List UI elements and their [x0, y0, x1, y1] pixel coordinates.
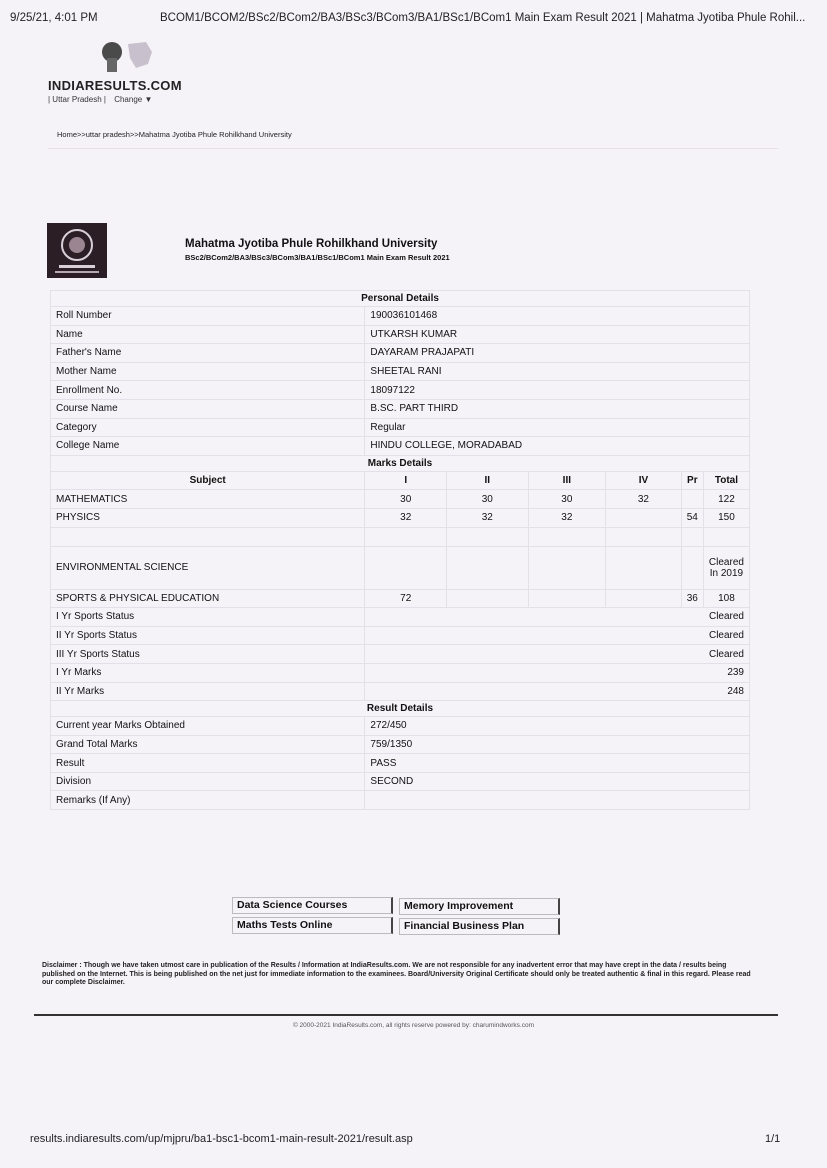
subject-row	[51, 589, 750, 608]
empty-cell	[446, 527, 528, 546]
subject-row	[51, 508, 750, 527]
empty-cell	[528, 527, 606, 546]
personal-value: HINDU COLLEGE, MORADABAD	[365, 437, 750, 456]
table-row	[51, 717, 750, 736]
subject-mark: 30	[365, 490, 447, 509]
section-row	[51, 455, 750, 471]
section-row	[51, 701, 750, 717]
marks-details-heading: Marks Details	[51, 455, 750, 471]
subject-mark: 36	[681, 589, 703, 608]
print-page-title: BCOM1/BCOM2/BSc2/BCom2/BA3/BSc3/BCom3/BA1/BSc1/BCom1 Main Exam Result 2021 | Mahatma Jyotiba Phule Rohil...	[160, 12, 806, 24]
status-value: Cleared	[365, 626, 750, 645]
empty-cell	[365, 527, 447, 546]
column-header: Pr	[681, 471, 703, 490]
subject-mark	[681, 490, 703, 509]
personal-value: UTKARSH KUMAR	[365, 325, 750, 344]
print-datetime: 9/25/21, 4:01 PM	[10, 12, 98, 24]
print-url: results.indiaresults.com/up/mjpru/ba1-bsc1-bcom1-main-result-2021/result.asp	[30, 1133, 413, 1145]
table-row	[51, 325, 750, 344]
subject-mark: 32	[365, 508, 447, 527]
status-label: II Yr Sports Status	[51, 626, 365, 645]
empty-cell	[606, 527, 682, 546]
result-label: Division	[51, 772, 365, 791]
table-row	[51, 362, 750, 381]
subject-name: SPORTS & PHYSICAL EDUCATION	[51, 589, 365, 608]
subject-row	[51, 490, 750, 509]
personal-value: 18097122	[365, 381, 750, 400]
column-header: III	[528, 471, 606, 490]
location-selector	[48, 95, 158, 104]
subject-mark	[446, 546, 528, 589]
personal-value: 190036101468	[365, 307, 750, 326]
personal-label: Enrollment No.	[51, 381, 365, 400]
status-value: Cleared	[365, 645, 750, 664]
table-row	[51, 626, 750, 645]
column-header: Total	[703, 471, 749, 490]
personal-label: Roll Number	[51, 307, 365, 326]
breadcrumb[interactable]: Home>>uttar pradesh>>Mahatma Jyotiba Phule Rohilkhand University	[57, 130, 292, 139]
subject-mark: 54	[681, 508, 703, 527]
table-row	[51, 437, 750, 456]
subject-mark: 72	[365, 589, 447, 608]
table-row	[51, 307, 750, 326]
result-value: PASS	[365, 754, 750, 773]
personal-value: SHEETAL RANI	[365, 362, 750, 381]
personal-label: Father's Name	[51, 344, 365, 363]
column-header: IV	[606, 471, 682, 490]
column-header: Subject	[51, 471, 365, 490]
table-row	[51, 399, 750, 418]
site-logo-text[interactable]: INDIARESULTS.COM	[48, 78, 182, 93]
change-state-link[interactable]: Change ▼	[114, 95, 153, 104]
subject-mark	[528, 589, 606, 608]
result-value: SECOND	[365, 772, 750, 791]
status-label: I Yr Sports Status	[51, 608, 365, 627]
personal-label: Course Name	[51, 399, 365, 418]
empty-cell	[703, 527, 749, 546]
subject-mark	[606, 546, 682, 589]
university-name: Mahatma Jyotiba Phule Rohilkhand University	[185, 238, 438, 250]
print-page-number: 1/1	[765, 1133, 781, 1145]
table-row	[51, 735, 750, 754]
table-row	[51, 791, 750, 810]
ad-maths-link[interactable]: Maths Tests Online	[232, 917, 393, 934]
subject-mark: 122	[703, 490, 749, 509]
status-label: III Yr Sports Status	[51, 645, 365, 664]
copyright: © 2000-2021 IndiaResults.com, all rights reserve powered by: charumindworks.com	[292, 1022, 535, 1029]
personal-label: Category	[51, 418, 365, 437]
table-row	[51, 381, 750, 400]
subject-mark	[365, 546, 447, 589]
result-table	[50, 290, 750, 810]
table-row	[51, 663, 750, 682]
result-label: Grand Total Marks	[51, 735, 365, 754]
column-header: I	[365, 471, 447, 490]
subject-name: ENVIRONMENTAL SCIENCE	[51, 546, 365, 589]
result-label: Result	[51, 754, 365, 773]
subject-mark	[446, 589, 528, 608]
subject-mark	[528, 546, 606, 589]
personal-value: Regular	[365, 418, 750, 437]
status-label: I Yr Marks	[51, 663, 365, 682]
status-value: 239	[365, 663, 750, 682]
marks-header-row	[51, 471, 750, 490]
subject-mark: 108	[703, 589, 749, 608]
result-value	[365, 791, 750, 810]
status-label: II Yr Marks	[51, 682, 365, 701]
empty-cell	[681, 527, 703, 546]
empty-row	[51, 527, 750, 546]
result-label: Current year Marks Obtained	[51, 717, 365, 736]
table-row	[51, 418, 750, 437]
personal-label: College Name	[51, 437, 365, 456]
university-logo-icon	[47, 223, 107, 278]
result-details-heading: Result Details	[51, 701, 750, 717]
result-label: Remarks (If Any)	[51, 791, 365, 810]
empty-cell	[51, 527, 365, 546]
subject-mark: 32	[446, 508, 528, 527]
column-header: II	[446, 471, 528, 490]
status-value: Cleared	[365, 608, 750, 627]
personal-label: Name	[51, 325, 365, 344]
subject-name: PHYSICS	[51, 508, 365, 527]
personal-label: Mother Name	[51, 362, 365, 381]
subject-mark: Cleared In 2019	[703, 546, 749, 589]
table-row	[51, 772, 750, 791]
table-row	[51, 344, 750, 363]
section-row	[51, 291, 750, 307]
header-divider	[48, 148, 778, 149]
ad-data-science-link[interactable]: Data Science Courses	[232, 897, 393, 914]
subject-name: MATHEMATICS	[51, 490, 365, 509]
subject-mark	[606, 589, 682, 608]
personal-value: DAYARAM PRAJAPATI	[365, 344, 750, 363]
table-row	[51, 608, 750, 627]
table-row	[51, 645, 750, 664]
personal-value: B.SC. PART THIRD	[365, 399, 750, 418]
table-row	[51, 682, 750, 701]
exam-title: BSc2/BCom2/BA3/BSc3/BCom3/BA1/BSc1/BCom1 Main Exam Result 2021	[185, 253, 450, 262]
ad-memory-link[interactable]: Memory Improvement	[399, 898, 560, 915]
subject-mark	[681, 546, 703, 589]
subject-mark	[606, 508, 682, 527]
status-value: 248	[365, 682, 750, 701]
table-row	[51, 754, 750, 773]
subject-row	[51, 546, 750, 589]
site-logo-icon[interactable]	[98, 38, 168, 74]
footer-divider	[34, 1014, 778, 1016]
ad-financial-link[interactable]: Financial Business Plan	[399, 918, 560, 935]
subject-mark: 32	[606, 490, 682, 509]
subject-mark: 150	[703, 508, 749, 527]
result-value: 272/450	[365, 717, 750, 736]
subject-mark: 32	[528, 508, 606, 527]
subject-mark: 30	[528, 490, 606, 509]
personal-details-heading: Personal Details	[51, 291, 750, 307]
state-label: | Uttar Pradesh |	[48, 95, 106, 104]
subject-mark: 30	[446, 490, 528, 509]
disclaimer: Disclaimer : Though we have taken utmost care in publication of the Results / Information at IndiaResults.com. We are not responsible for any inadvertent error that may have crept in the data / results being published on the Internet. This is being published on the net just for immediate information to the examinees. Board/University Original Certificate should only be treated authentic & final in this regard. Please read our complete Disclaimer.	[42, 962, 751, 986]
result-value: 759/1350	[365, 735, 750, 754]
